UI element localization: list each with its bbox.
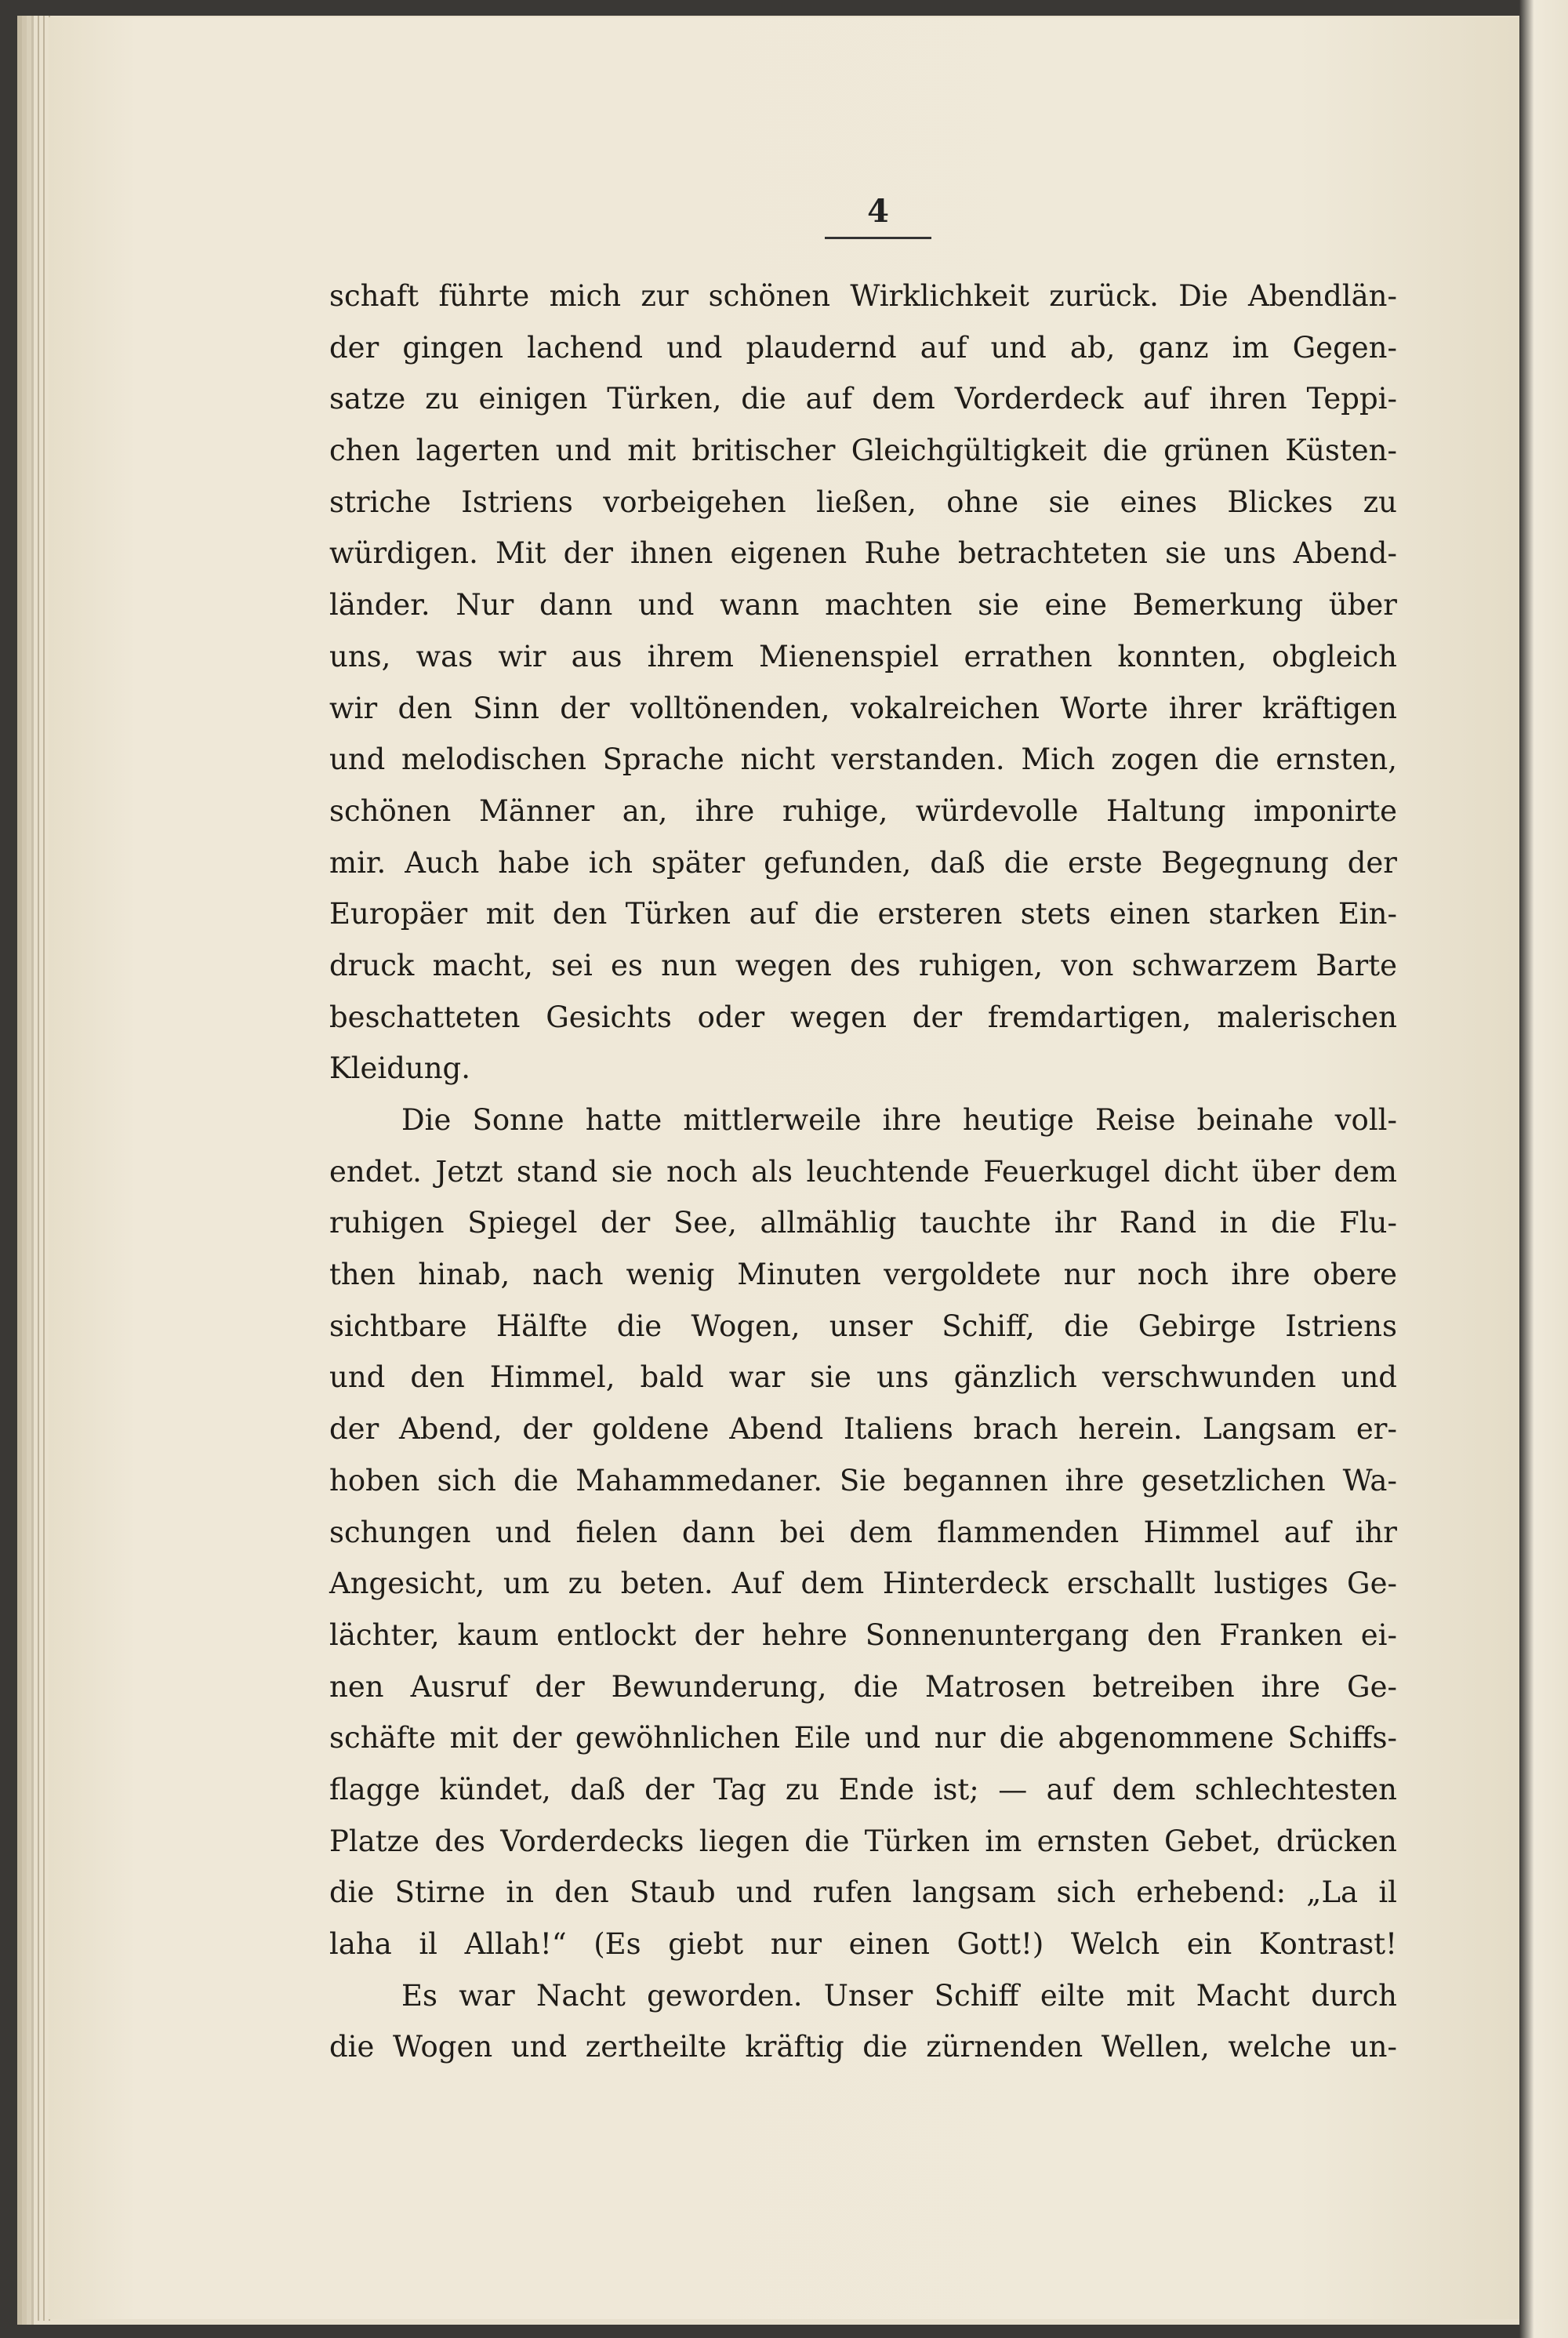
text-line: Platze des Vorderdecks liegen die Türken im ernsten Gebet, drücken [329,1824,1397,1858]
text-line: wir den Sinn der volltönenden, vokalreichen Worte ihrer kräftigen [329,691,1397,725]
text-line: endet. Jetzt stand sie noch als leuchtende Feuerkugel dicht über dem [329,1154,1397,1189]
text-line: mir. Auch habe ich später gefunden, daß die erste Begegnung der [329,845,1397,880]
text-line: schungen und fielen dann bei dem flammenden Himmel auf ihr [329,1515,1397,1549]
page-edge-line [43,16,45,2321]
text-line: chen lagerten und mit britischer Gleichgültigkeit die grünen Küsten- [329,434,1397,468]
text-line: die Stirne in den Staub und rufen langsam sich erhebend: „La il [329,1875,1397,1910]
text-line: schönen Männer an, ihre ruhige, würdevolle Haltung imponirte [329,793,1397,828]
page-edge-line [38,16,39,2321]
text-line: die Wogen und zertheilte kräftig die zürnenden Wellen, welche un- [329,2030,1397,2064]
text-line: satze zu einigen Türken, die auf dem Vorderdeck auf ihren Teppi- [329,382,1397,416]
text-line: schäfte mit der gewöhnlichen Eile und nur die abgenommene Schiffs- [329,1721,1397,1755]
text-line: laha il Allah!“ (Es giebt nur einen Gott!) Welch ein Kontrast! [329,1927,1397,1961]
text-line: Es war Nacht geworden. Unser Schiff eilte mit Macht durch [401,1978,1397,2013]
text-line: ruhigen Spiegel der See, allmählig tauchte ihr Rand in die Flu- [329,1206,1397,1240]
text-line: flagge kündet, daß der Tag zu Ende ist; — auf dem schlechtesten [329,1772,1397,1806]
text-line: then hinab, nach wenig Minuten vergoldete nur noch ihre obere [329,1258,1397,1292]
text-line: striche Istriens vorbeigehen ließen, ohne sie eines Blickes zu [329,485,1397,519]
text-line: der Abend, der goldene Abend Italiens brach herein. Langsam er- [329,1412,1397,1447]
text-line: sichtbare Hälfte die Wogen, unser Schiff, die Gebirge Istriens [329,1309,1397,1343]
page-number-rule [825,237,931,239]
text-line: Angesicht, um zu beten. Auf dem Hinterdeck erschallt lustiges Ge- [329,1567,1397,1601]
text-line: der gingen lachend und plaudernd auf und ab, ganz im Gegen- [329,330,1397,365]
text-line: und melodischen Sprache nicht verstanden. Mich zogen die ernsten, [329,742,1397,777]
text-line: nen Ausruf der Bewunderung, die Matrosen betreiben ihre Ge- [329,1669,1397,1704]
text-line: würdigen. Mit der ihnen eigenen Ruhe betrachteten sie uns Abend- [329,536,1397,571]
text-line: schaft führte mich zur schönen Wirklichkeit zurück. Die Abendlän- [329,279,1397,313]
text-line: Kleidung. [329,1051,470,1086]
page-number: 4 [867,193,889,230]
text-line: länder. Nur dann und wann machten sie eine Bemerkung über [329,588,1397,623]
text-line: uns, was wir aus ihrem Mienenspiel errathen konnten, obgleich [329,639,1397,673]
text-line: hoben sich die Mahammedaner. Sie begannen ihre gesetzlichen Wa- [329,1463,1397,1498]
text-line: druck macht, sei es nun wegen des ruhigen, von schwarzem Barte [329,948,1397,982]
body-text [329,270,1397,2073]
right-page-edge [1519,0,1568,2338]
text-line: Europäer mit den Türken auf die ersteren stets einen starken Ein- [329,897,1397,931]
text-line: Die Sonne hatte mittlerweile ihre heutige Reise beinahe voll- [401,1103,1397,1137]
text-line: und den Himmel, bald war sie uns gänzlich verschwunden und [329,1360,1397,1395]
text-line: lächter, kaum entlockt der hehre Sonnenuntergang den Franken ei- [329,1617,1397,1652]
text-line: beschatteten Gesichts oder wegen der fremdartigen, malerischen [329,1000,1397,1034]
